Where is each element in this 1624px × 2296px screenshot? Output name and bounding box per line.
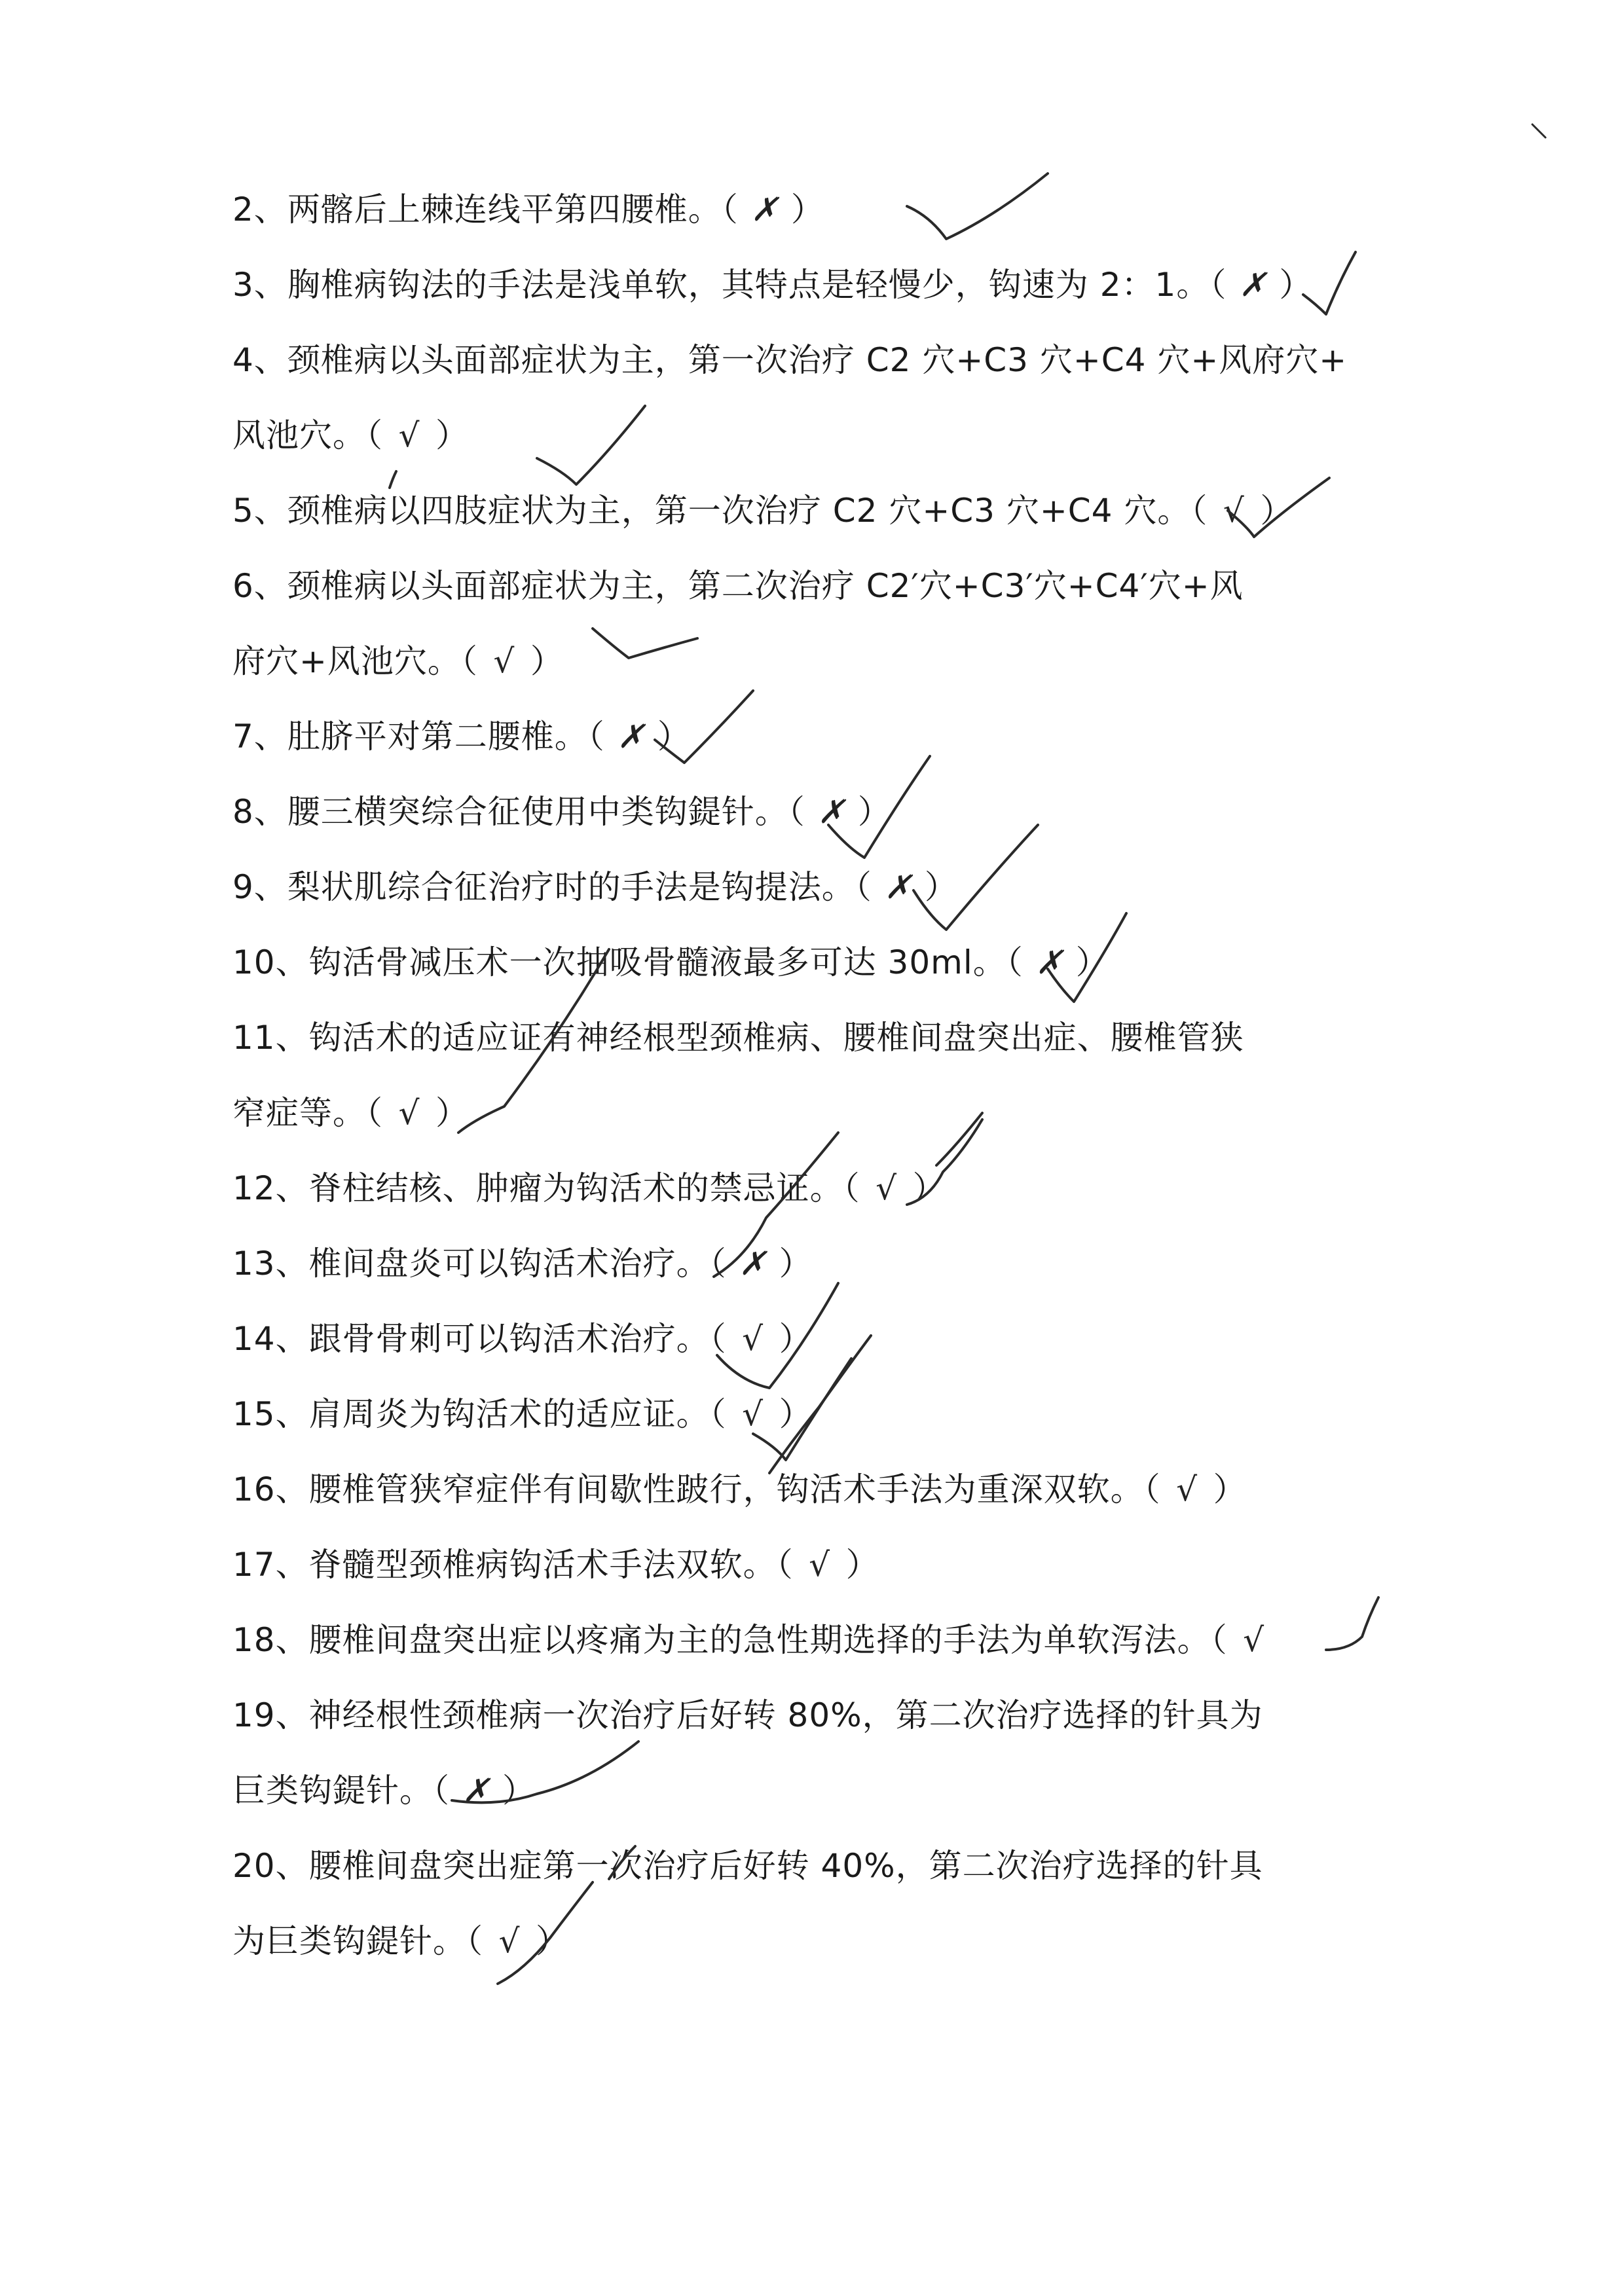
check-stroke [593, 629, 697, 658]
answer-close: ） [536, 1922, 569, 1960]
answer-mark: √ [876, 1169, 898, 1207]
question-11-continued [232, 1093, 469, 1133]
question-text-continued: 风池穴。（ [232, 416, 383, 454]
answer-mark: ✗ [617, 718, 646, 756]
question-6 [232, 566, 1244, 606]
answer-close: ） [845, 1546, 879, 1584]
check-stroke [936, 1113, 982, 1165]
question-number: 13、 [232, 1245, 309, 1283]
check-stroke [907, 173, 1048, 239]
answer-mark: ✗ [817, 793, 846, 831]
question-20-continued [232, 1922, 569, 1961]
answer-close: ） [790, 191, 824, 228]
question-number: 6、 [232, 567, 287, 605]
check-stroke [390, 471, 396, 488]
question-text: 颈椎病以头面部症状为主，第一次治疗 C2 穴+C3 穴+C4 穴+风府穴+ [287, 341, 1348, 379]
question-text: 肩周炎为钩活术的适应证。（ [308, 1395, 727, 1433]
answer-mark: √ [493, 642, 515, 680]
answer-close: ） [779, 1395, 813, 1433]
question-6-continued [232, 642, 564, 681]
answer-mark: √ [498, 1922, 521, 1960]
question-8 [232, 792, 891, 831]
answer-close: ） [1260, 492, 1294, 530]
question-7 [232, 717, 691, 756]
question-text-continued: 府穴+风池穴。（ [232, 642, 478, 680]
question-17 [232, 1545, 879, 1584]
question-4 [232, 340, 1347, 380]
answer-close: ） [857, 793, 891, 831]
answer-close: ） [779, 1245, 813, 1283]
answer-mark: ✗ [462, 1772, 490, 1810]
question-number: 20、 [232, 1847, 309, 1885]
answer-close: ） [502, 1772, 536, 1810]
question-number: 8、 [232, 793, 287, 831]
check-stroke [1326, 1597, 1378, 1650]
question-text-continued: 为巨类钩鍉针。（ [232, 1922, 483, 1960]
answer-mark: ✗ [739, 1245, 767, 1283]
question-2 [232, 190, 824, 229]
question-text: 钩活术的适应证有神经根型颈椎病、腰椎间盘突出症、腰椎管狭 [308, 1019, 1244, 1057]
question-text: 腰椎间盘突出症以疼痛为主的急性期选择的手法为单软泻法。（ [308, 1621, 1228, 1659]
question-text: 腰椎管狭窄症伴有间歇性跛行，钩活术手法为重深双软。（ [308, 1470, 1161, 1508]
question-text: 梨状肌综合征治疗时的手法是钩提法。（ [287, 868, 872, 906]
answer-mark: ✗ [884, 868, 913, 906]
answer-close: ） [1279, 266, 1313, 304]
answer-mark: √ [742, 1395, 764, 1433]
question-number: 16、 [232, 1470, 309, 1508]
question-number: 10、 [232, 943, 309, 981]
answer-close: ） [657, 718, 691, 756]
answer-mark: √ [1223, 492, 1245, 530]
question-14 [232, 1319, 813, 1358]
question-number: 11、 [232, 1019, 309, 1057]
question-text: 胸椎病钩法的手法是浅单软，其特点是轻慢少，钩速为 2：1。（ [287, 266, 1227, 304]
question-text: 腰椎间盘突出症第一次治疗后好转 40%，第二次治疗选择的针具 [308, 1847, 1263, 1885]
question-number: 17、 [232, 1546, 309, 1584]
question-text-continued: 窄症等。（ [232, 1094, 383, 1132]
answer-close: ） [435, 416, 469, 454]
question-11 [232, 1018, 1244, 1057]
answer-close: ） [1213, 1470, 1247, 1508]
question-text: 颈椎病以四肢症状为主，第一次治疗 C2 穴+C3 穴+C4 穴。（ [287, 492, 1208, 530]
question-number: 5、 [232, 492, 287, 530]
question-number: 4、 [232, 341, 287, 379]
question-text: 两髂后上棘连线平第四腰椎。（ [287, 191, 739, 228]
answer-mark: √ [1243, 1621, 1265, 1659]
question-5 [232, 491, 1293, 530]
question-number: 18、 [232, 1621, 309, 1659]
question-4-continued [232, 416, 469, 455]
answer-mark: √ [398, 1094, 420, 1132]
question-number: 2、 [232, 191, 287, 228]
question-19 [232, 1696, 1263, 1735]
question-9 [232, 867, 958, 907]
question-text: 脊柱结核、肿瘤为钩活术的禁忌证。（ [308, 1169, 860, 1207]
question-text: 肚脐平对第二腰椎。（ [287, 718, 605, 756]
answer-mark: √ [398, 416, 420, 454]
answer-mark: ✗ [750, 191, 779, 228]
question-number: 14、 [232, 1320, 309, 1358]
answer-close: ） [1075, 943, 1109, 981]
answer-mark: √ [809, 1546, 831, 1584]
question-text: 椎间盘炎可以钩活术治疗。（ [308, 1245, 727, 1283]
answer-close: ） [530, 642, 564, 680]
question-text: 钩活骨减压术一次抽吸骨髓液最多可达 30ml。（ [308, 943, 1024, 981]
question-19-continued [232, 1771, 536, 1810]
question-13 [232, 1244, 813, 1283]
question-text: 颈椎病以头面部症状为主，第二次治疗 C2′穴+C3′穴+C4′穴+风 [287, 567, 1244, 605]
question-text: 跟骨骨刺可以钩活术治疗。（ [308, 1320, 727, 1358]
question-text: 神经根性颈椎病一次治疗后好转 80%，第二次治疗选择的针具为 [308, 1696, 1263, 1734]
question-number: 12、 [232, 1169, 309, 1207]
question-18 [232, 1620, 1280, 1660]
answer-close: ） [924, 868, 958, 906]
question-10 [232, 943, 1109, 982]
question-20 [232, 1846, 1263, 1886]
question-text-continued: 巨类钩鍉针。（ [232, 1772, 450, 1810]
question-text: 脊髓型颈椎病钩活术手法双软。（ [308, 1546, 794, 1584]
question-15 [232, 1394, 813, 1434]
question-3 [232, 265, 1312, 304]
question-number: 9、 [232, 868, 287, 906]
question-number: 7、 [232, 718, 287, 756]
answer-close: ） [912, 1169, 946, 1207]
answer-close: ） [435, 1094, 469, 1132]
answer-mark: √ [742, 1320, 764, 1358]
answer-mark: ✗ [1238, 266, 1267, 304]
check-stroke [1532, 124, 1545, 137]
answer-close: ） [779, 1320, 813, 1358]
question-number: 3、 [232, 266, 287, 304]
question-16 [232, 1470, 1247, 1509]
question-number: 15、 [232, 1395, 309, 1433]
question-text: 腰三横突综合征使用中类钩鍉针。（ [287, 793, 805, 831]
question-12 [232, 1169, 946, 1208]
check-stroke [537, 406, 645, 484]
answer-mark: √ [1176, 1470, 1198, 1508]
answer-mark: ✗ [1035, 943, 1064, 981]
question-number: 19、 [232, 1696, 309, 1734]
